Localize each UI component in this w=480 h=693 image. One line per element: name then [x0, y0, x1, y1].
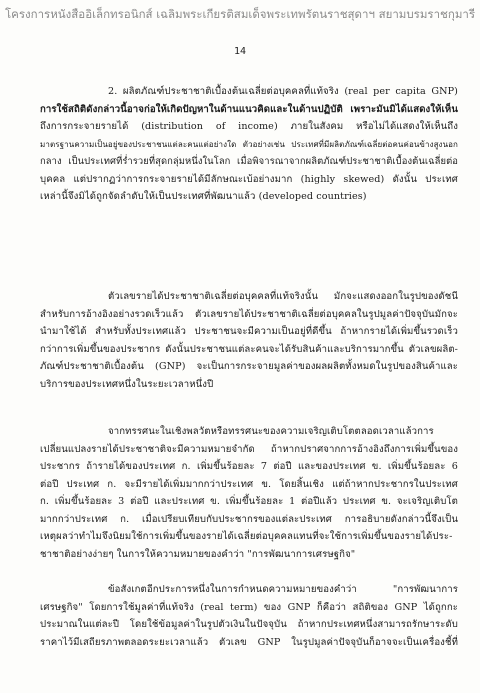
text-line: นำมาใช้ได้ สำหรับทั้งประเทศแล้ว ประชาชนจะมีความเป็นอยู่ที่ดีขึ้น ถ้าหากรายได้เพิ่มขึ้นรวดเร็ว: [40, 326, 458, 337]
paragraph-4: [40, 581, 458, 651]
text-line: สำหรับการอ้างอิงอย่างรวดเร็วแล้ว ตัวเลขรายได้ประชาชาติเฉลี่ยต่อบุคคลในรูปมูลค่าปัจจุบันมักจะ: [40, 308, 458, 320]
paragraph-1: [40, 83, 458, 206]
text-line: เหตุผลว่าทำไมจึงนิยมใช้การเพิ่มขึ้นของรายได้เฉลี่ยต่อบุคคลแทนที่จะใช้การเพิ่มขึ้นของรายได้ประ-: [40, 531, 453, 542]
text-line: มาตรฐานความเป็นอยู่ของประชาชนแต่ละคนแต่อย่างใด ตัวอย่างเช่น ประเทศที่มีผลิตภัณฑ์เฉลี่ยต่อคนค่อนข้างสูงนอก: [40, 139, 458, 149]
text-line: ก. เพิ่มขึ้นร้อยละ 3 ต่อปี และประเทศ ข. เพิ่มขึ้นร้อยละ 1 ต่อปีแล้ว ประเทศ ข. จะเจริญเติบโต: [40, 496, 458, 507]
text-line: จากทรรศนะในเชิงพลวัตหรือทรรศนะของความเจริญเติบโตตลอดเวลาแล้วการ: [108, 426, 434, 437]
text-line: ตัวเลขรายได้ประชาชาติเฉลี่ยต่อบุคคลที่แท้จริงนั้น มักจะแสดงออกในรูปของดัชนี: [108, 291, 458, 302]
text-line: กลาง เป็นประเทศที่ร่ำรวยที่สุดกลุ่มหนึ่งในโลก เมื่อพิจารณาจากผลิตภัณฑ์ประชาชาติเบื้องต้นเฉลี่ยต่อ: [40, 156, 458, 167]
text-line: เศรษฐกิจ" โดยการใช้มูลค่าที่แท้จริง (real term) ของ GNP ก็คือว่า สถิติของ GNP ได้ถูกกะ: [40, 601, 458, 613]
text-line: ราคาไว้มีเสถียรภาพตลอดระยะเวลาแล้ว ตัวเลข GNP ในรูปมูลค่าปัจจุบันก็อาจจะเป็นเครื่องชี้ที่: [40, 636, 458, 648]
text-line: กว่าการเพิ่มขึ้นของประชากร ดังนั้นประชาชนแต่ละคนจะได้รับสินค้าและบริการมากขึ้น ตัวเลขผลิต-: [40, 343, 458, 355]
document-header: โครงการหนังสืออิเล็กทรอนิกส์ เฉลิมพระเกียรติสมเด็จพระเทพรัตนราชสุดาฯ สยามบรมราชกุมารี: [4, 7, 476, 21]
text-line: ชาชาติอย่างง่ายๆ ในการให้ความหมายของคำว่า "การพัฒนาการเศรษฐกิจ": [40, 548, 356, 560]
text-line: มากกว่าประเทศ ก. เมื่อเปรียบเทียบกับประชากรของแต่ละประเทศ การอธิบายดังกล่าวนี้จึงเป็น: [40, 513, 458, 525]
text-line: ต่อปี ประเทศ ก. จะมีรายได้เพิ่มมากกว่าประเทศ ข. โดยสิ้นเชิง แต่ถ้าหากประชากรในประเทศ: [40, 478, 458, 490]
text-line: ภัณฑ์ประชาชาติเบื้องต้น (GNP) จะเป็นการกระจายมูลค่าของผลผลิตทั้งหมดในรูปของสินค้าและ: [40, 361, 458, 372]
paragraph-2: [40, 288, 458, 393]
text-line: 2. ผลิตภัณฑ์ประชาชาติเบื้องต้นเฉลี่ยต่อบุคคลที่แท้จริง (real per capita GNP): [108, 86, 458, 97]
text-line: เปลี่ยนแปลงรายได้ประชาชาติจะมีความหมายจำกัด ถ้าหากปราศจากการอ้างอิงถึงการเพิ่มขึ้นของ: [40, 443, 458, 455]
text-line: บริการของประเทศหนึ่งในระยะเวลาหนึ่งปี: [40, 378, 214, 390]
text-line: ข้อสังเกตอีกประการหนึ่งในการกำหนดความหมายของคำว่า "การพัฒนาการ: [108, 584, 458, 595]
text-line: ถึงการกระจายรายได้ (distribution of income) ภายในสังคม หรือไม่ได้แสดงให้เห็นถึง: [40, 121, 458, 132]
text-line: ประชากร ถ้ารายได้ของประเทศ ก. เพิ่มขึ้นร้อยละ 7 ต่อปี และของประเทศ ข. เพิ่มขึ้นร้อยละ 6: [40, 461, 458, 472]
paragraph-3: [40, 423, 458, 563]
text-line: เหล่านี้จึงมิได้ถูกจัดลำดับให้เป็นประเทศที่พัฒนาแล้ว (developed countries): [40, 191, 367, 202]
text-line: บุคคล แต่ปรากฏว่าการกระจายรายได้มีลักษณะเบ้อย่างมาก (highly skewed) ดังนั้น ประเทศ: [40, 173, 458, 185]
text-line: การใช้สถิติดังกล่าวนี้อาจก่อให้เกิดปัญหาในด้านแนวคิดและในด้านปฏิบัติ เพราะมันมิได้แสดงให้เห็น: [40, 103, 458, 115]
page-number: 14: [233, 46, 247, 57]
text-line: ประมาณในแต่ละปี โดยใช้ข้อมูลค่าในรูปตัวเงินในปัจจุบัน ถ้าหากประเทศหนึ่งสามารถรักษาระดับ: [40, 619, 458, 630]
